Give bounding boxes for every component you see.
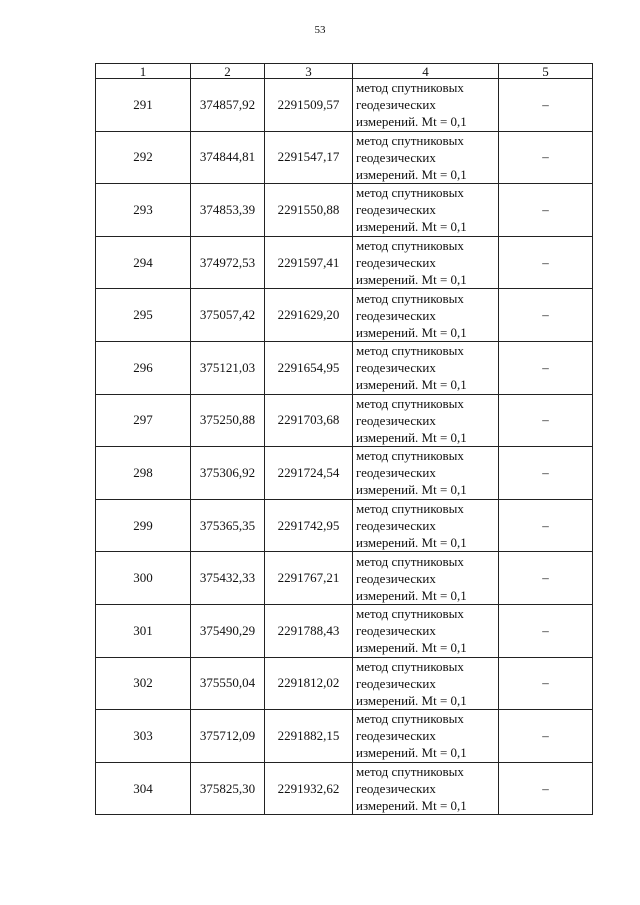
y-coordinate-cell: 2291788,43 [265,604,353,657]
column-header-2: 2 [191,64,265,79]
method-text: метод спутниковых геодезических измерений. Mt = 0,1 [356,711,467,761]
point-number-cell: 299 [96,499,191,552]
note-cell: – [499,341,593,394]
y-coordinate-cell: 2291629,20 [265,289,353,342]
point-number-cell: 296 [96,341,191,394]
point-number-cell: 292 [96,131,191,184]
method-cell [353,447,499,500]
method-cell [353,604,499,657]
point-number-cell: 298 [96,447,191,500]
point-number-cell: 304 [96,762,191,815]
point-number-cell: 300 [96,552,191,605]
table-row [96,657,593,710]
point-number-cell: 302 [96,657,191,710]
table-row [96,762,593,815]
method-cell [353,131,499,184]
y-coordinate-cell: 2291654,95 [265,341,353,394]
note-cell: – [499,79,593,132]
coordinates-table [95,63,593,815]
note-cell: – [499,762,593,815]
table-body [96,79,593,815]
note-cell: – [499,184,593,237]
method-cell [353,79,499,132]
note-cell: – [499,289,593,342]
method-text: метод спутниковых геодезических измерений. Mt = 0,1 [356,238,467,288]
x-coordinate-cell: 375121,03 [191,341,265,394]
method-text: метод спутниковых геодезических измерений. Mt = 0,1 [356,764,467,814]
note-cell: – [499,710,593,763]
column-header-3: 3 [265,64,353,79]
y-coordinate-cell: 2291932,62 [265,762,353,815]
table-row [96,79,593,132]
table-row [96,184,593,237]
table-row [96,236,593,289]
x-coordinate-cell: 375250,88 [191,394,265,447]
x-coordinate-cell: 375365,35 [191,499,265,552]
y-coordinate-cell: 2291724,54 [265,447,353,500]
method-text: метод спутниковых геодезических измерений. Mt = 0,1 [356,80,467,130]
method-text: метод спутниковых геодезических измерений. Mt = 0,1 [356,606,467,656]
method-cell [353,184,499,237]
column-header-4: 4 [353,64,499,79]
x-coordinate-cell: 374857,92 [191,79,265,132]
column-header-1: 1 [96,64,191,79]
method-text: метод спутниковых геодезических измерений. Mt = 0,1 [356,553,467,603]
method-text: метод спутниковых геодезических измерений. Mt = 0,1 [356,395,467,445]
note-cell: – [499,236,593,289]
table-row [96,131,593,184]
method-text: метод спутниковых геодезических измерений. Mt = 0,1 [356,658,467,708]
y-coordinate-cell: 2291882,15 [265,710,353,763]
table-row [96,499,593,552]
table-row [96,341,593,394]
method-text: метод спутниковых геодезических измерений. Mt = 0,1 [356,132,467,182]
method-cell [353,289,499,342]
method-cell [353,710,499,763]
note-cell: – [499,657,593,710]
table-header-row [96,64,593,79]
method-text: метод спутниковых геодезических измерений. Mt = 0,1 [356,501,467,551]
y-coordinate-cell: 2291742,95 [265,499,353,552]
y-coordinate-cell: 2291550,88 [265,184,353,237]
table-row [96,604,593,657]
point-number-cell: 294 [96,236,191,289]
point-number-cell: 297 [96,394,191,447]
method-cell [353,657,499,710]
y-coordinate-cell: 2291597,41 [265,236,353,289]
x-coordinate-cell: 375057,42 [191,289,265,342]
method-text: метод спутниковых геодезических измерений. Mt = 0,1 [356,343,467,393]
method-cell [353,236,499,289]
method-text: метод спутниковых геодезических измерений. Mt = 0,1 [356,185,467,235]
table-row [96,289,593,342]
point-number-cell: 301 [96,604,191,657]
x-coordinate-cell: 374844,81 [191,131,265,184]
y-coordinate-cell: 2291509,57 [265,79,353,132]
point-number-cell: 291 [96,79,191,132]
method-cell [353,394,499,447]
x-coordinate-cell: 375306,92 [191,447,265,500]
y-coordinate-cell: 2291767,21 [265,552,353,605]
y-coordinate-cell: 2291812,02 [265,657,353,710]
method-cell [353,552,499,605]
method-text: метод спутниковых геодезических измерений. Mt = 0,1 [356,448,467,498]
x-coordinate-cell: 375825,30 [191,762,265,815]
point-number-cell: 293 [96,184,191,237]
note-cell: – [499,131,593,184]
note-cell: – [499,604,593,657]
page-number: 53 [314,24,326,36]
method-text: метод спутниковых геодезических измерений. Mt = 0,1 [356,290,467,340]
table-row [96,710,593,763]
x-coordinate-cell: 375432,33 [191,552,265,605]
note-cell: – [499,552,593,605]
note-cell: – [499,447,593,500]
x-coordinate-cell: 374853,39 [191,184,265,237]
column-header-5: 5 [499,64,593,79]
table-row [96,552,593,605]
y-coordinate-cell: 2291547,17 [265,131,353,184]
table-row [96,447,593,500]
x-coordinate-cell: 374972,53 [191,236,265,289]
point-number-cell: 303 [96,710,191,763]
x-coordinate-cell: 375490,29 [191,604,265,657]
method-cell [353,762,499,815]
point-number-cell: 295 [96,289,191,342]
method-cell [353,341,499,394]
y-coordinate-cell: 2291703,68 [265,394,353,447]
note-cell: – [499,394,593,447]
table-row [96,394,593,447]
method-cell [353,499,499,552]
note-cell: – [499,499,593,552]
x-coordinate-cell: 375550,04 [191,657,265,710]
x-coordinate-cell: 375712,09 [191,710,265,763]
